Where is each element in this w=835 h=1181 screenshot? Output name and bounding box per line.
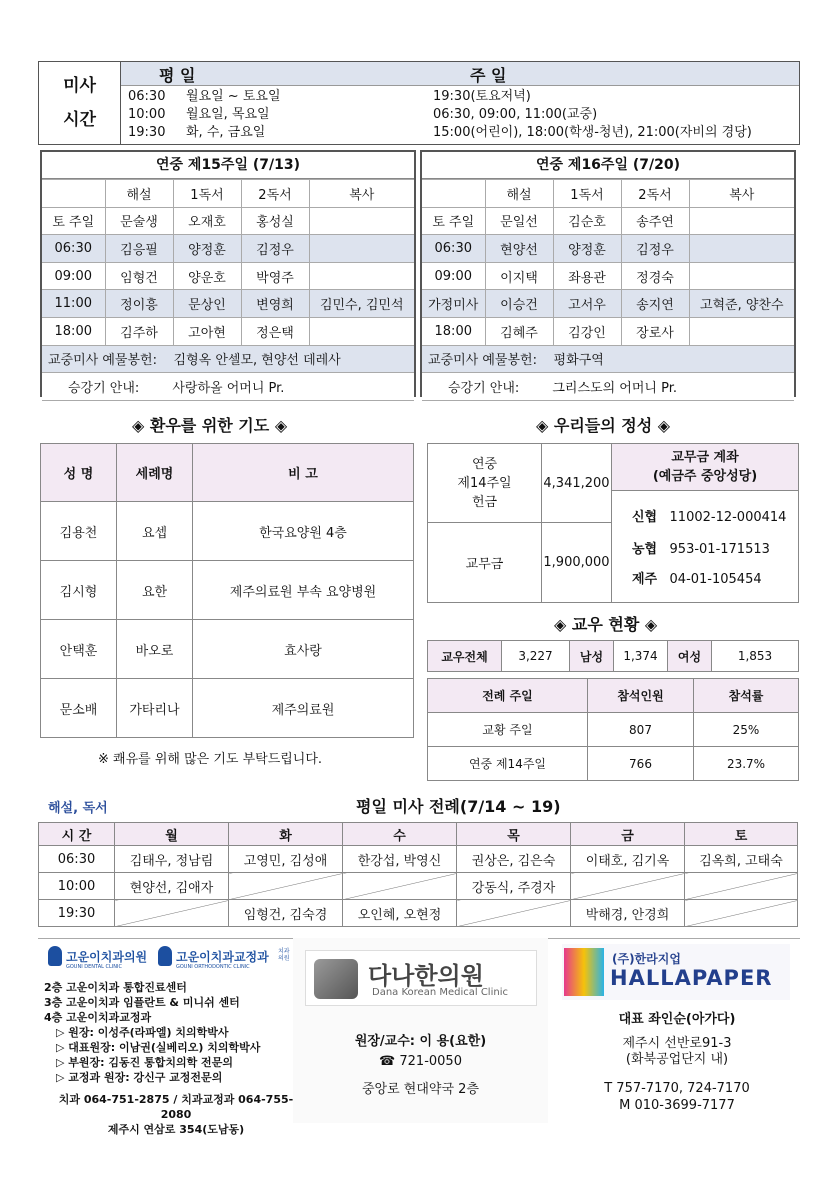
table-row: 18:00 김주하 고아현 정은택: [42, 317, 414, 345]
account-row: 제주 04-01-105454: [632, 572, 762, 587]
dana-phone: ☎ 721-0050: [379, 1054, 462, 1069]
weekday-title: 평 일: [159, 66, 196, 85]
halla-contact: T 757-7170, 724-7170 M 010-3699-7177: [604, 1081, 750, 1113]
table-row: 김용천 요셉 한국요양원 4층: [41, 502, 414, 561]
members-table: [427, 640, 799, 672]
schedule-16-table: [422, 179, 794, 401]
table-row: 토 주일 문술생 오재호 홍성실: [42, 207, 414, 235]
prayer-note: ※ 쾌유를 위해 많은 기도 부탁드립니다.: [98, 752, 323, 767]
sunday-title: 주 일: [470, 66, 507, 85]
halla-en: HALLAPAPER: [610, 966, 773, 990]
offering-row: 교중미사 예물봉헌: 김형옥 안셀모, 현양선 데레사: [42, 345, 414, 373]
weekday-mass-title: 평일 미사 전례(7/14 ~ 19): [356, 797, 561, 816]
offering-title: ◈ 우리들의 정성 ◈: [536, 416, 671, 435]
diamond-icon: ◈: [274, 416, 288, 435]
dental-contact: 치과 064-751-2875 / 치과교정과 064-755-2080 제주시 연삼로 354(도남동): [58, 1093, 294, 1136]
offering-box: [427, 443, 799, 603]
dental-floors: 2층 고운이치과 통합진료센터 3층 고운이치과 임플란트 & 미니쉬 센터 4층 고운이치과교정과: [44, 981, 240, 1024]
dana-en: Dana Korean Medical Clinic: [372, 987, 508, 998]
offering-fee-value: 1,900,000: [542, 523, 612, 602]
table-header-row: 성 명 세례명 비 고: [41, 444, 414, 502]
table-row: 교황 주일 807 25%: [428, 713, 799, 747]
schedule-15-table: [42, 179, 414, 401]
dental-logo-1-sub: GOUNI DENTAL CLINIC: [66, 964, 122, 970]
schedule-15-box: [40, 150, 416, 397]
mass-time-label: [39, 62, 121, 144]
weekday-line: 월요일 ~ 토요일: [186, 89, 281, 104]
table-header-row: 시 간 월 화 수 목 금 토: [39, 823, 798, 846]
table-row: 교우전체 3,227 남성 1,374 여성 1,853: [428, 641, 799, 672]
diamond-icon: ◈: [536, 416, 549, 435]
table-row: 11:00 정이흥 문상인 변영희 김민수, 김민석: [42, 290, 414, 318]
dental-staff: ▷ 원장: 이성주(라파엘) 치의학박사 ▷ 대표원장: 이남권(실베리오) 치의학박사 ▷ 부원장: 김동진 통합치의학 전문의 ▷ 교정과 원장: 강신구 교정전문의: [56, 1026, 261, 1084]
table-header-row: 전례 주일 참석인원 참석률: [428, 679, 799, 713]
weekday-line: 06:30: [128, 89, 166, 104]
table-row: 09:00 임형건 양운호 박영주: [42, 262, 414, 290]
table-header-row: 해설 1독서 2독서 복사: [422, 180, 794, 208]
mass-label-1: 미사: [63, 76, 96, 96]
schedule-16-title: 연중 제16주일 (7/20): [422, 152, 794, 179]
weekday-line: 화, 수, 금요일: [186, 125, 266, 140]
mass-time-header: [121, 62, 799, 86]
dental-logos: [46, 944, 296, 976]
dental-logo-2-sub: GOUNI ORTHODONTIC CLINIC: [176, 964, 250, 970]
table-header-row: 해설 1독서 2독서 복사: [42, 180, 414, 208]
dental-logo-1: 고운이치과의원: [66, 950, 148, 964]
table-row: 18:00 김혜주 김강인 장로사: [422, 317, 794, 345]
diamond-icon: ◈: [644, 615, 658, 634]
dana-ad: [293, 938, 548, 1123]
hymn-row: 승강기 안내: 그리스도의 어머니 Pr.: [422, 373, 794, 401]
dana-logo-box: [305, 950, 537, 1006]
diamond-icon: ◈: [657, 416, 671, 435]
table-row: 가정미사 이승건 고서우 송지연 고혁준, 양찬수: [422, 290, 794, 318]
table-row: 안택훈 바오로 효사랑: [41, 620, 414, 679]
mass-time-box: [38, 61, 800, 145]
halla-ceo: 대표 좌인순(아가다): [618, 1012, 736, 1027]
tooth-icon: [158, 946, 172, 966]
tooth-icon: [48, 946, 62, 966]
dana-director: 원장/교수: 이 용(요한): [354, 1034, 487, 1049]
diamond-icon: ◈: [132, 416, 145, 435]
dana-logo-icon: [314, 959, 358, 999]
mass-label-2: 시간: [63, 110, 96, 130]
account-header: 교무금 계좌 (예금주 중앙성당): [612, 444, 798, 491]
phone-icon: ☎: [379, 1054, 396, 1069]
dental-logo-2: 고운이치과교정과: [176, 950, 269, 964]
halla-logo-icon: [564, 948, 604, 996]
prayer-table: [40, 443, 414, 738]
prayer-title: ◈ 환우를 위한 기도 ◈: [132, 416, 288, 435]
dana-name: 다나한의원: [368, 962, 484, 990]
halla-logo-box: [562, 944, 790, 1000]
diamond-icon: ◈: [554, 615, 567, 634]
table-row: 10:00 현양선, 김애자 강동식, 주경자: [39, 873, 798, 900]
offering-row: 교중미사 예물봉헌: 평화구역: [422, 345, 794, 373]
table-row: 06:30 현양선 양정훈 김정우: [422, 235, 794, 263]
weekday-line: 월요일, 목요일: [186, 107, 270, 122]
schedule-15-title: 연중 제15주일 (7/13): [42, 152, 414, 179]
table-row: 문소배 가타리나 제주의료원: [41, 679, 414, 738]
weekday-mass-table: [38, 822, 798, 927]
hymn-row: 승강기 안내: 사랑하올 어머니 Pr.: [42, 373, 414, 401]
table-row: 연중 제14주일 766 23.7%: [428, 747, 799, 781]
dana-address: 중앙로 현대약국 2층: [362, 1082, 479, 1097]
account-row: 농협 953-01-171513: [632, 542, 770, 557]
halla-kor: (주)한라지업: [612, 952, 681, 966]
weekday-line: 19:30: [128, 125, 166, 140]
sunday-line: 15:00(어린이), 18:00(학생-청년), 21:00(자비의 경당): [433, 125, 752, 140]
members-title: ◈ 교우 현황 ◈: [554, 615, 658, 634]
table-row: 토 주일 문일선 김순호 송주연: [422, 207, 794, 235]
sunday-line: 19:30(토요저녁): [433, 89, 531, 104]
sunday-line: 06:30, 09:00, 11:00(교중): [433, 107, 598, 122]
table-row: 김시형 요한 제주의료원 부속 요양병원: [41, 561, 414, 620]
table-row: 09:00 이지택 좌용관 정경숙: [422, 262, 794, 290]
weekday-line: 10:00: [128, 107, 166, 122]
weekday-side-label: 해설, 독서: [48, 801, 108, 816]
schedule-16-box: [420, 150, 796, 397]
offering-fee-label: 교무금: [428, 523, 542, 602]
table-row: 06:30 김응필 양정훈 김정우: [42, 235, 414, 263]
dental-logo-2-small: 치과의원: [278, 948, 290, 962]
offering-week-value: 4,341,200: [542, 444, 612, 523]
table-row: 19:30 임형건, 김숙경 오인혜, 오현정 박해경, 안경희: [39, 900, 798, 927]
table-row: 06:30 김태우, 정남림 고영민, 김성애 한강섭, 박영신 권상은, 김은숙 이태호, 김기옥 김옥희, 고태숙: [39, 846, 798, 873]
offering-week-label: 연중 제14주일 헌금: [428, 444, 542, 523]
attendance-table: [427, 678, 799, 781]
account-row: 신협 11002-12-000414: [632, 510, 787, 525]
halla-address: 제주시 선반로91-3 (화북공업단지 내): [622, 1036, 732, 1067]
